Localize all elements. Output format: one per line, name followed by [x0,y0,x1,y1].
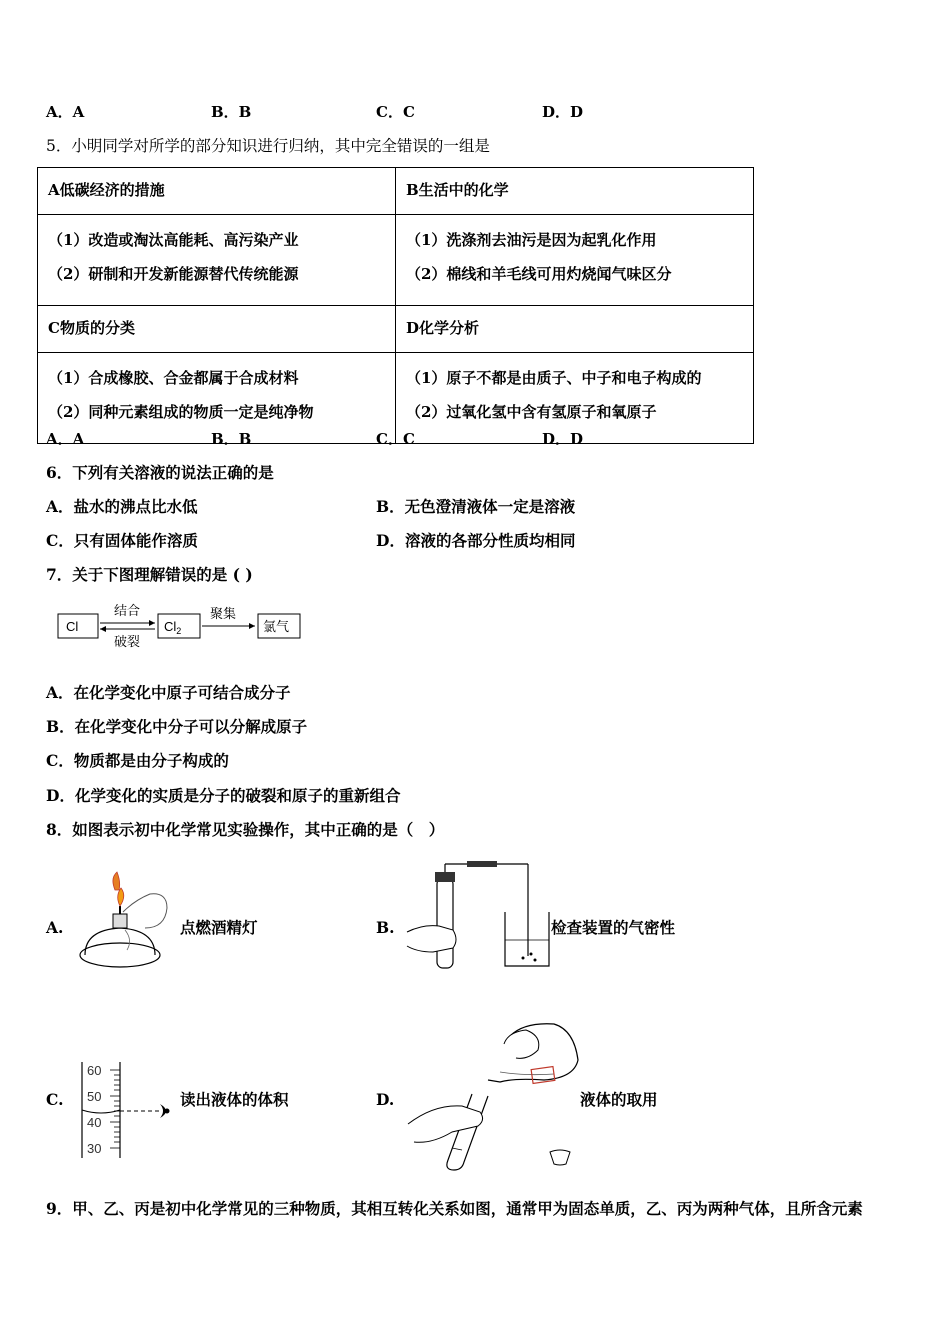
q5-cell-d-title: D化学分析 [396,306,754,353]
gather-label: 聚集 [210,606,237,621]
svg-text:40: 40 [87,1115,102,1130]
gather-arrowhead [249,623,255,629]
q7-option-b: B．在化学变化中分子可以分解成原子 [46,717,308,736]
q7-option-a: A．在化学变化中原子可结合成分子 [46,683,291,702]
q6-stem: 6．下列有关溶液的说法正确的是 [46,463,274,482]
cl2-molecule-label: $Cl_2$ [164,619,182,636]
q6-option-d: D．溶液的各部分性质均相同 [376,531,576,550]
q6-option-c: C．只有固体能作溶质 [46,531,198,550]
q6-option-b: B．无色澄清液体一定是溶液 [376,497,576,516]
q5-cell-a-body [38,215,396,306]
hand-icon [504,1030,539,1058]
q5-cell-b-item-2: （2）棉线和羊毛线可用灼烧闻气味区分 [406,265,672,283]
svg-text:30: 30 [87,1141,102,1156]
q5-cell-c-item-1: （1）合成橡胶、合金都属于合成材料 [48,369,299,387]
q5-cell-c-title: C物质的分类 [38,306,396,353]
q8-option-a-label: 点燃酒精灯 [180,918,258,937]
q8-option-b-label: 检查装置的气密性 [551,918,676,937]
chlorine-gas-label: 氯气 [263,619,290,634]
q4-option-d: D．D [542,103,584,121]
q5-cell-d-item-2: （2）过氧化氢中含有氢原子和氧原子 [406,403,657,421]
q5-cell-a-item-1: （1）改造或淘汰高能耗、高污染产业 [48,231,299,249]
bottle-stopper-icon [550,1150,570,1165]
q5-option-a: A．A [46,430,85,448]
alcohol-lamp-lighting-figure [75,870,175,975]
q8-option-d-letter: D. [376,1090,395,1109]
q5-cell-b-title: B生活中的化学 [396,168,754,215]
graduated-cylinder-figure [74,1058,184,1160]
q5-cell-d-item-1: （1）原子不都是由质子、中子和电子构成的 [406,369,702,387]
q5-option-c: C．C [376,430,415,448]
q5-cell-b-item-1: （1）洗涤剂去油污是因为起乳化作用 [406,231,657,249]
cl-atom-label: Cl [66,619,79,634]
split-arrowhead [100,626,106,632]
hand-icon [407,926,456,952]
q8-option-c-label: 读出液体的体积 [180,1090,289,1109]
q9-stem: 9．甲、乙、丙是初中化学常见的三种物质，其相互转化关系如图，通常甲为固态单质，乙、丙为两种气体，且所含元素 [46,1199,863,1218]
q5-option-b: B．B [211,430,252,448]
airtightness-check-figure [403,860,553,972]
q8-option-c-letter: C. [46,1090,64,1109]
q8-stem: 8．如图表示初中化学常见实验操作，其中正确的是（ ） [46,820,445,839]
q5-stem: 5．小明同学对所学的部分知识进行归纳，其中完全错误的一组是 [46,137,490,155]
liquid-pouring-figure [404,1020,584,1172]
q5-cell-c-item-2: （2）同种元素组成的物质一定是纯净物 [48,403,314,421]
q6-option-a: A．盐水的沸点比水低 [46,497,198,516]
q8-option-a-letter: A. [46,918,64,937]
flame-icon [118,888,124,906]
q5-table [37,167,754,444]
q4-option-b: B．B [211,103,252,121]
svg-text:60: 60 [87,1063,102,1078]
q7-stem: 7．关于下图理解错误的是 ( ) [46,565,253,584]
q5-option-d: D．D [542,430,584,448]
q5-cell-b-body [396,215,754,306]
hand-icon-2 [408,1106,483,1142]
q7-option-c: C．物质都是由分子构成的 [46,751,229,770]
q5-cell-a-item-2: （2）研制和开发新能源替代传统能源 [48,265,299,283]
q4-option-c: C．C [376,103,415,121]
svg-text:50: 50 [87,1089,102,1104]
q5-cell-a-title: A低碳经济的措施 [38,168,396,215]
split-label: 破裂 [114,634,141,649]
combine-arrowhead [149,620,155,626]
q7-option-d: D．化学变化的实质是分子的破裂和原子的重新组合 [46,786,401,805]
combine-label: 结合 [114,603,141,618]
q4-option-a: A．A [46,103,85,121]
q8-option-d-label: 液体的取用 [580,1090,658,1109]
q8-option-b-letter: B. [376,918,395,937]
q7-particle-diagram [50,598,310,650]
